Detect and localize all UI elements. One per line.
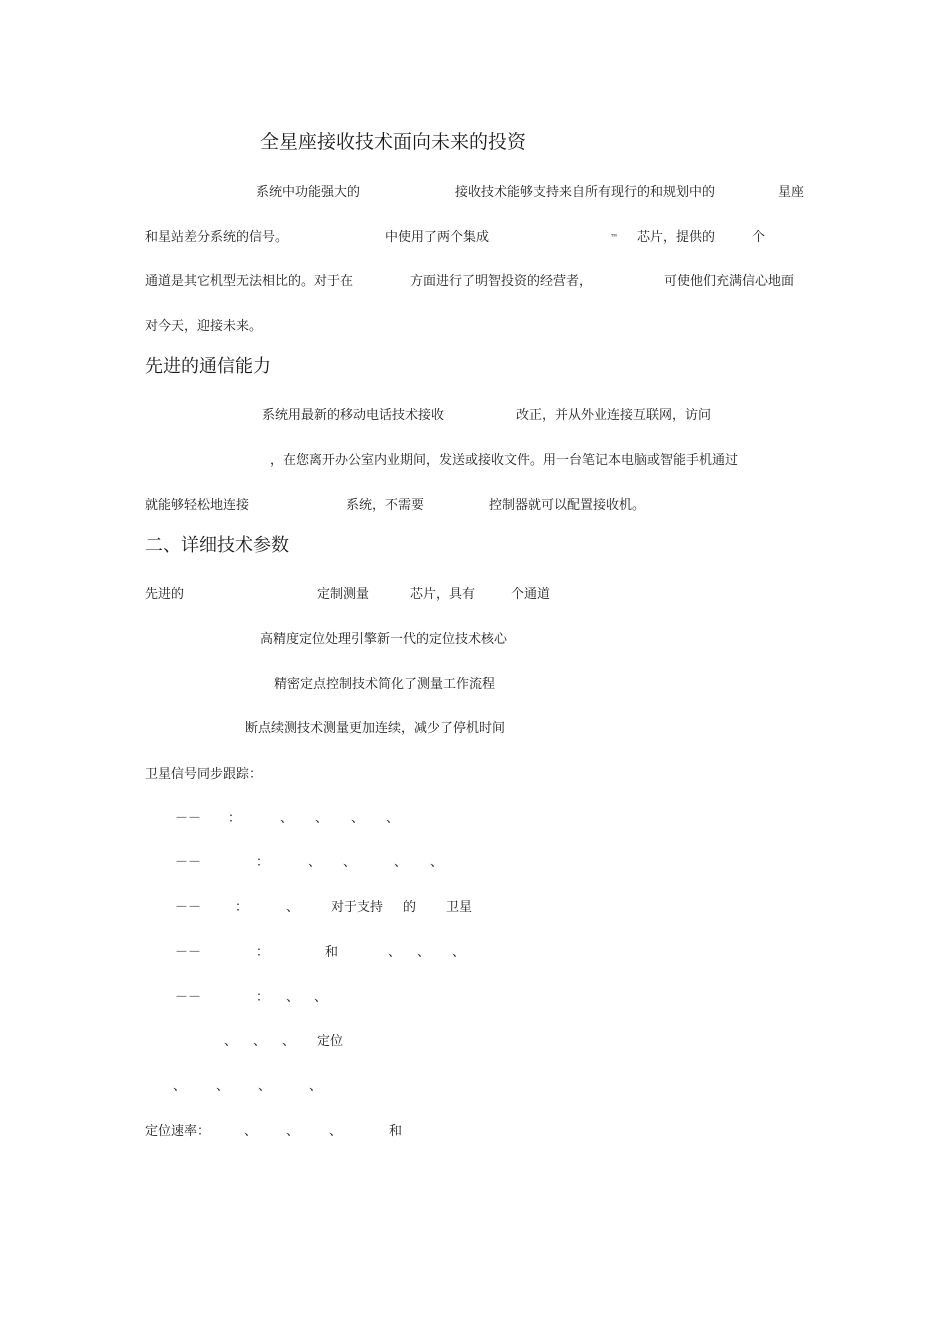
tracking-row5-sep2: 、 (314, 990, 328, 1005)
tracking-row1-sep4: 、 (386, 811, 400, 826)
tracking-row1-dash: －－ (175, 811, 202, 826)
tracking-row7-sep1: 、 (173, 1079, 187, 1094)
tracking-row2-sep4: 、 (430, 855, 444, 870)
intro-line3-c: 可使他们充满信心地面 (664, 274, 795, 289)
rate-sep2: 、 (286, 1124, 300, 1139)
tracking-row1-sep2: 、 (315, 811, 329, 826)
tracking-row2-dash: －－ (175, 855, 202, 870)
section2-p4: 断点续测技术测量更加连续，减少了停机时间 (245, 721, 506, 736)
section2-p1-a: 先进的 (145, 587, 185, 602)
intro-line3-a: 通道是其它机型无法相比的。对于在 (145, 274, 354, 289)
section1-line1-b: 改正，并从外业连接互联网，访问 (516, 408, 712, 423)
tracking-row3-colon: ： (235, 900, 249, 915)
section1-heading: 先进的通信能力 (145, 356, 271, 377)
tracking-row5-sep1: 、 (286, 990, 300, 1005)
tracking-row2-colon: ： (256, 855, 270, 870)
rate-label: 定位速率： (145, 1124, 211, 1139)
tracking-row6-sep3: 、 (282, 1034, 296, 1049)
intro-line2-a: 和星站差分系统的信号。 (145, 230, 289, 245)
tracking-row4-dash: －－ (175, 945, 202, 960)
section2-p3: 精密定点控制技术简化了测量工作流程 (274, 677, 496, 692)
intro-line3-b: 方面进行了明智投资的经营者， (410, 274, 593, 289)
intro-line1-b: 接收技术能够支持来自所有现行的和规划中的 (455, 185, 716, 200)
tracking-row6-text: 定位 (317, 1034, 344, 1049)
section1-line2: ，在您离开办公室内业期间，发送或接收文件。用一台笔记本电脑或智能手机通过 (270, 453, 739, 468)
section2-p2: 高精度定位处理引擎新一代的定位技术核心 (260, 632, 508, 647)
section2-heading: 二、详细技术参数 (145, 535, 289, 556)
tracking-row7-sep3: 、 (258, 1079, 272, 1094)
document-title: 全星座接收技术面向未来的投资 (260, 131, 527, 153)
tracking-row5-colon: ： (256, 990, 270, 1005)
tracking-row3-text1: 对于支持 (331, 900, 384, 915)
intro-line2-b: 中使用了两个集成 (385, 230, 490, 245)
tracking-row2-sep3: 、 (394, 855, 408, 870)
intro-line2-e: 个 (752, 230, 766, 245)
intro-line1-a: 系统中功能强大的 (256, 185, 361, 200)
rate-sep3: 、 (329, 1124, 343, 1139)
tracking-row3-dash: －－ (175, 900, 202, 915)
tracking-row7-sep2: 、 (216, 1079, 230, 1094)
section2-p1-c: 芯片，具有 (410, 587, 476, 602)
tracking-row5-dash: －－ (175, 990, 202, 1005)
tracking-row3-sep1: 、 (286, 900, 300, 915)
tracking-row7-sep4: 、 (309, 1079, 323, 1094)
tracking-row4-and: 和 (325, 945, 339, 960)
intro-line1-c: 星座 (778, 185, 805, 200)
section2-p1-b: 定制测量 (317, 587, 370, 602)
section1-line1-a: 系统用最新的移动电话技术接收 (262, 408, 445, 423)
tracking-row3-text2: 的 (403, 900, 417, 915)
section2-p5: 卫星信号同步跟踪： (145, 767, 263, 782)
section1-line3-c: 控制器就可以配置接收机。 (489, 498, 646, 513)
tracking-row4-sep1: 、 (388, 945, 402, 960)
tracking-row2-sep1: 、 (308, 855, 322, 870)
intro-line2-d: 芯片，提供的 (637, 230, 716, 245)
tracking-row1-sep1: 、 (280, 811, 294, 826)
intro-line4: 对今天，迎接未来。 (145, 319, 263, 334)
tracking-row3-text3: 卫星 (446, 900, 473, 915)
rate-and: 和 (389, 1124, 403, 1139)
tracking-row1-colon: ： (228, 811, 242, 826)
tracking-row4-colon: ： (256, 945, 270, 960)
section1-line3-a: 就能够轻松地连接 (145, 498, 250, 513)
section1-line3-b: 系统，不需要 (346, 498, 425, 513)
tracking-row6-sep2: 、 (253, 1034, 267, 1049)
rate-sep1: 、 (244, 1124, 258, 1139)
intro-trademark-mark: ™ (610, 233, 618, 242)
tracking-row1-sep3: 、 (351, 811, 365, 826)
section2-p1-d: 个通道 (511, 587, 551, 602)
tracking-row4-sep3: 、 (452, 945, 466, 960)
tracking-row4-sep2: 、 (417, 945, 431, 960)
tracking-row2-sep2: 、 (343, 855, 357, 870)
tracking-row6-sep1: 、 (224, 1034, 238, 1049)
